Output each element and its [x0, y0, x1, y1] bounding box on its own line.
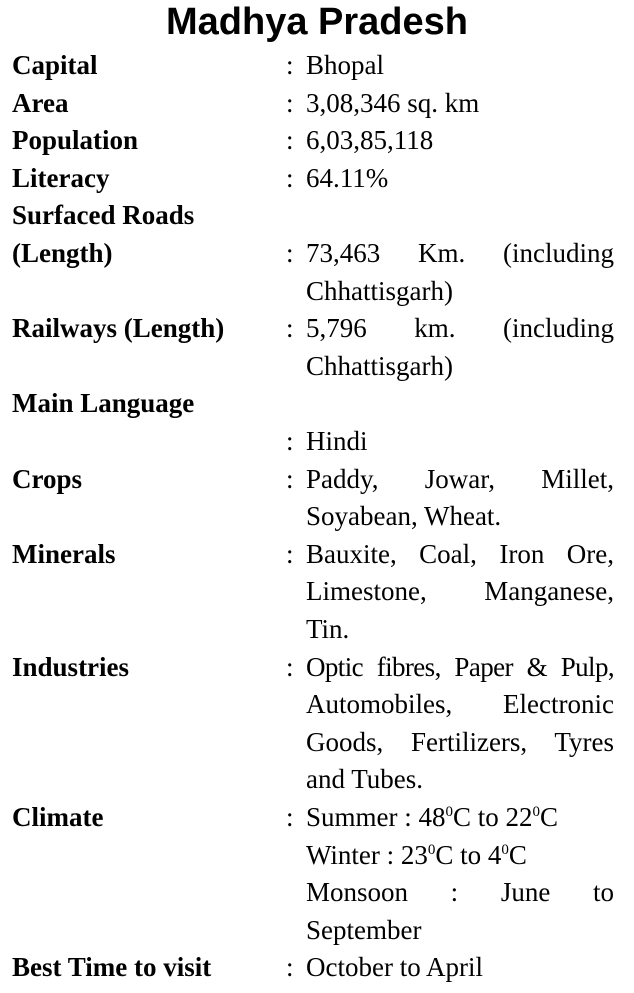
summer-degree-2: 0 — [532, 804, 541, 820]
industries-value-line1: Optic fibres, Paper & Pulp, — [306, 651, 614, 682]
industries-colon: : — [286, 651, 294, 682]
row-climate — [0, 799, 634, 837]
row-language — [0, 423, 634, 461]
row-roads-heading — [0, 197, 634, 235]
summer-prefix: Summer : 48 — [306, 802, 446, 832]
row-roads — [0, 235, 634, 273]
area-value: 3,08,346 sq. km — [306, 87, 480, 118]
row-industries-cont1 — [0, 686, 634, 724]
row-minerals — [0, 536, 634, 574]
literacy-label: Literacy — [12, 162, 110, 193]
area-label: Area — [12, 87, 69, 118]
winter-prefix: Winter : 23 — [306, 839, 428, 870]
railways-label: Railways (Length) — [12, 313, 225, 344]
climate-winter — [306, 837, 614, 875]
climate-monsoon-line1: Monsoon : June to — [306, 877, 614, 908]
row-industries-cont2 — [0, 724, 634, 762]
row-roads-cont — [0, 273, 634, 311]
row-climate-winter — [0, 837, 634, 875]
population-label: Population — [12, 125, 139, 156]
roads-label: Surfaced Roads — [12, 200, 195, 231]
summer-degree-1: 0 — [445, 804, 453, 820]
summer-suffix: C — [540, 802, 559, 832]
summer-mid: C to 22 — [453, 802, 533, 832]
industries-value-line4: and Tubes. — [306, 764, 424, 795]
row-population — [0, 122, 634, 160]
row-best-time — [0, 949, 634, 987]
row-minerals-cont2 — [0, 611, 634, 649]
row-climate-monsoon-cont — [0, 912, 634, 950]
winter-degree-2: 0 — [501, 841, 509, 858]
row-capital — [0, 47, 634, 85]
industries-value-line3: Goods, Fertilizers, Tyres — [306, 726, 614, 757]
capital-value: Bhopal — [306, 50, 384, 80]
row-language-heading — [0, 385, 634, 423]
language-colon: : — [286, 426, 294, 456]
minerals-value-line1: Bauxite, Coal, Iron Ore, — [306, 538, 614, 569]
crops-value-line2: Soyabean, Wheat. — [306, 501, 502, 532]
climate-summer — [306, 799, 614, 837]
winter-suffix: C — [508, 839, 527, 870]
literacy-value: 64.11% — [306, 162, 389, 193]
climate-label: Climate — [12, 802, 104, 832]
crops-label: Crops — [12, 463, 83, 494]
roads-label-length: (Length) — [12, 238, 113, 268]
population-value: 6,03,85,118 — [306, 125, 434, 156]
capital-colon: : — [286, 50, 294, 80]
row-literacy — [0, 160, 634, 198]
industries-label: Industries — [12, 651, 130, 682]
minerals-label: Minerals — [12, 538, 116, 569]
crops-colon: : — [286, 463, 294, 494]
winter-mid: C to 4 — [435, 839, 502, 870]
minerals-value-line3: Tin. — [306, 614, 350, 644]
capital-label: Capital — [12, 50, 98, 80]
roads-colon: : — [286, 238, 294, 268]
row-railways — [0, 310, 634, 348]
industries-value-line2: Automobiles, Electronic — [306, 689, 614, 720]
railways-value-line1: 5,796 km. (including — [306, 313, 614, 344]
row-climate-monsoon — [0, 874, 634, 912]
roads-value-line2: Chhattisgarh) — [306, 275, 453, 306]
minerals-value-line2: Limestone, Manganese, — [306, 576, 614, 607]
literacy-colon: : — [286, 162, 294, 193]
row-area — [0, 85, 634, 123]
winter-degree-1: 0 — [427, 841, 436, 858]
minerals-colon: : — [286, 538, 294, 569]
row-industries — [0, 649, 634, 687]
language-label: Main Language — [12, 388, 195, 419]
railways-colon: : — [286, 313, 294, 344]
climate-colon: : — [286, 802, 294, 832]
population-colon: : — [286, 125, 294, 156]
row-crops-cont — [0, 498, 634, 536]
row-minerals-cont1 — [0, 573, 634, 611]
page-title: Madhya Pradesh — [166, 1, 468, 43]
best-time-label: Best Time to visit — [12, 952, 212, 983]
row-industries-cont3 — [0, 761, 634, 799]
best-time-value: October to April — [306, 952, 483, 983]
language-value: Hindi — [306, 426, 368, 456]
row-crops — [0, 461, 634, 499]
area-colon: : — [286, 87, 294, 118]
climate-monsoon-line2: September — [306, 914, 422, 945]
railways-value-line2: Chhattisgarh) — [306, 350, 453, 381]
crops-value-line1: Paddy, Jowar, Millet, — [306, 463, 614, 494]
row-railways-cont — [0, 348, 634, 386]
best-time-colon: : — [286, 952, 294, 983]
roads-value-line1: 73,463 Km. (including — [306, 238, 614, 268]
